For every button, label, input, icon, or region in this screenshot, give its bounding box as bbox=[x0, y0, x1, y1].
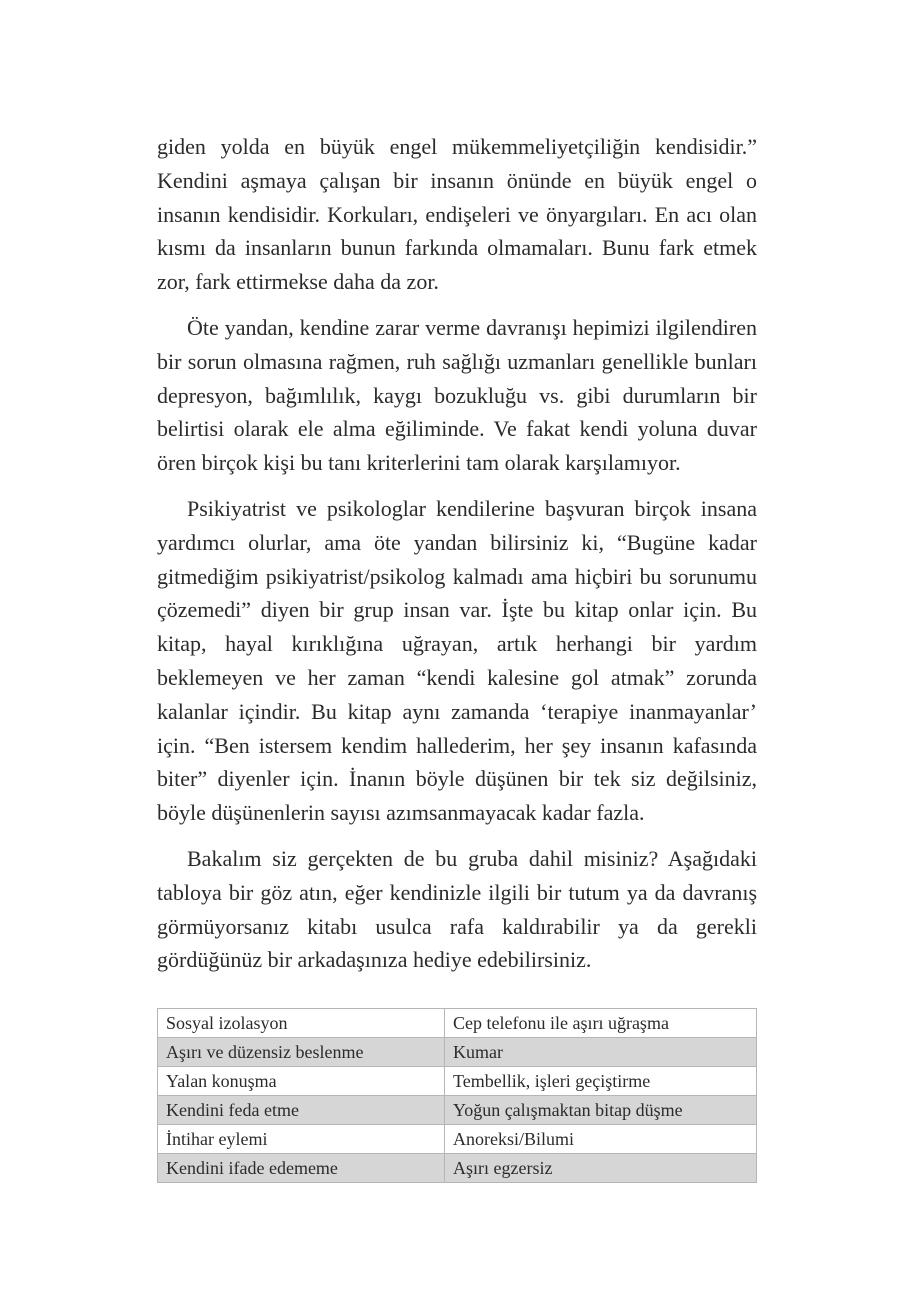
table-cell: Yalan konuşma bbox=[158, 1067, 445, 1096]
paragraph-2: Öte yandan, kendine zarar verme davranışı hepimizi ilgilendiren bir sorun olmasına rağmen, ruh sağlığı uzmanları genellikle bunları depresyon, bağımlılık, kaygı bozukluğu vs. gibi durumların bir belirtisi olarak ele alma eğiliminde. Ve fakat kendi yoluna duvar ören birçok kişi bu tanı kriterlerini tam olarak karşılamıyor. bbox=[157, 314, 757, 476]
table-row bbox=[158, 1125, 757, 1154]
body-text bbox=[157, 130, 757, 989]
behavior-table bbox=[157, 1008, 757, 1183]
table-row bbox=[158, 1009, 757, 1038]
table-cell: Kumar bbox=[445, 1038, 757, 1067]
table-row bbox=[158, 1154, 757, 1183]
table-cell: Anoreksi/Bilumi bbox=[445, 1125, 757, 1154]
table-row bbox=[158, 1067, 757, 1096]
paragraph-3: Psikiyatrist ve psikologlar kendilerine başvuran birçok insana yardımcı olurlar, ama öte yandan bilirsiniz ki, “Bugüne kadar gitmediğim psikiyatrist/psikolog kalmadı ama hiçbiri bu sorunumu çözemedi” diyen bir grup insan var. İşte bu kitap onlar için. Bu kitap, hayal kırıklığına uğrayan, artık herhangi bir yardım beklemeyen ve her zaman “kendi kalesine gol atmak” zorunda kalanlar içindir. Bu kitap aynı zamanda ‘terapiye inanmayanlar’ için. “Ben istersem kendim hallederim, her şey insanın kafasında biter” diyenler için. İnanın böyle düşünen bir tek siz değilsiniz, böyle düşünenlerin sayısı azımsanmayacak kadar fazla. bbox=[157, 495, 757, 826]
table-cell: Kendini ifade edememe bbox=[158, 1154, 445, 1183]
table-cell: Aşırı egzersiz bbox=[445, 1154, 757, 1183]
table-cell: Cep telefonu ile aşırı uğraşma bbox=[445, 1009, 757, 1038]
table-row bbox=[158, 1096, 757, 1125]
table-cell: Aşırı ve düzensiz beslenme bbox=[158, 1038, 445, 1067]
paragraph-1: giden yolda en büyük engel mükemmeliyetçiliğin kendisidir.” Kendini aşmaya çalışan bir insanın önünde en büyük engel o insanın kendisidir. Korkuları, endişeleri ve önyargıları. En acı olan kısmı da insanların bunun farkında olmamaları. Bunu fark etmek zor, fark ettirmekse daha da zor. bbox=[157, 134, 757, 295]
table-cell: Yoğun çalışmaktan bitap düşme bbox=[445, 1096, 757, 1125]
table-cell: Sosyal izolasyon bbox=[158, 1009, 445, 1038]
paragraph-4: Bakalım siz gerçekten de bu gruba dahil misiniz? Aşağıdaki tabloya bir göz atın, eğer kendinizle ilgili bir tutum ya da davranış görmüyorsanız kitabı usulca rafa kaldırabilir ya da gerekli gördüğünüz bir arkadaşınıza hediye edebilirsiniz. bbox=[157, 845, 757, 973]
table-cell: İntihar eylemi bbox=[158, 1125, 445, 1154]
table-row bbox=[158, 1038, 757, 1067]
table-cell: Kendini feda etme bbox=[158, 1096, 445, 1125]
table-cell: Tembellik, işleri geçiştirme bbox=[445, 1067, 757, 1096]
